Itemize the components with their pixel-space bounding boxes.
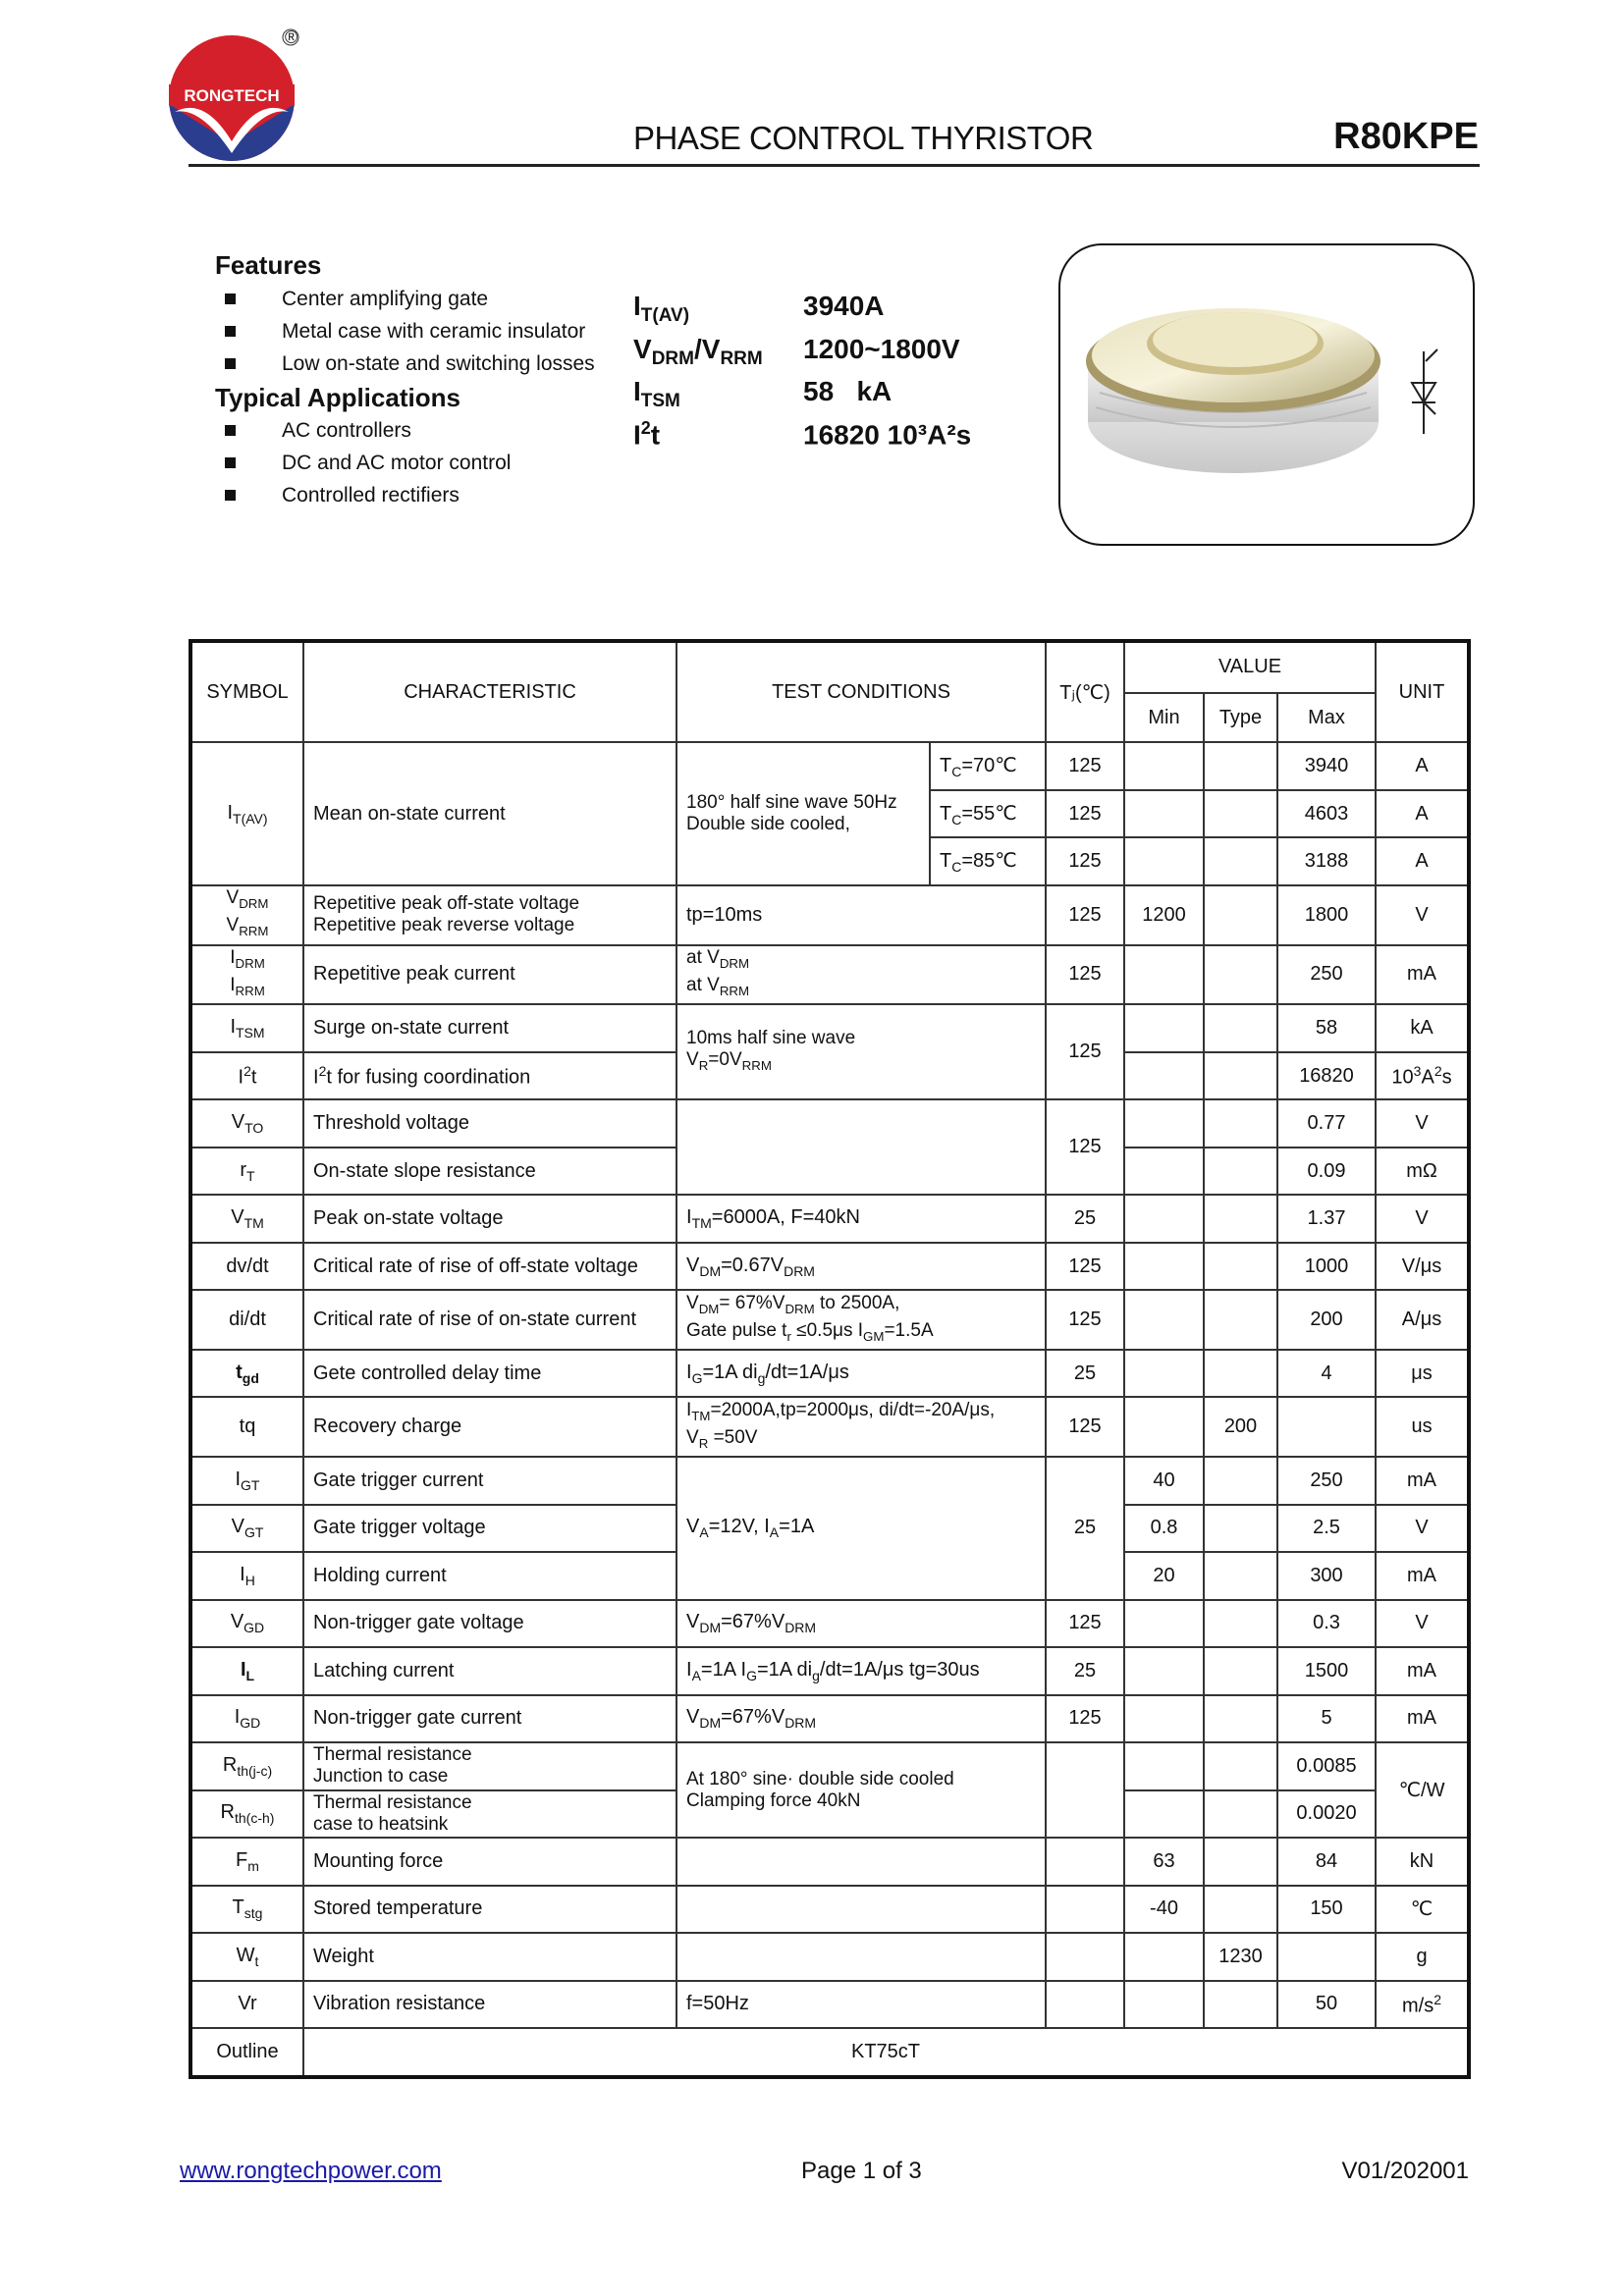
unit: A <box>1376 837 1469 885</box>
unit: ℃/W <box>1376 1742 1469 1838</box>
table-row <box>190 1397 1469 1457</box>
table-row <box>190 1600 1469 1648</box>
unit: A <box>1376 742 1469 790</box>
characteristic: Mean on-state current <box>303 742 676 885</box>
max-value: 300 <box>1277 1552 1376 1600</box>
symbol-tstg: $T_{stg}$ <box>190 1886 303 1934</box>
header-test-conditions: TEST CONDITIONS <box>676 641 1046 742</box>
unit: mA <box>1376 945 1469 1005</box>
max-value: 58 <box>1277 1004 1376 1052</box>
unit: V/μs <box>1376 1243 1469 1291</box>
svg-text:RONGTECH: RONGTECH <box>184 86 280 105</box>
tj-value: 125 <box>1046 885 1124 945</box>
table-row <box>190 742 1469 790</box>
test-condition <box>676 1099 1046 1195</box>
symbol-il: $I_L$ <box>190 1647 303 1695</box>
unit: μs <box>1376 1350 1469 1398</box>
symbol-rthjc: $R_{th(j-c)}$ <box>190 1742 303 1790</box>
max-value: 16820 <box>1277 1052 1376 1100</box>
characteristic: $I^2t$ for fusing coordination <box>303 1052 676 1100</box>
unit: $m/s^2$ <box>1376 1981 1469 2029</box>
table-row <box>190 1981 1469 2029</box>
characteristic: Weight <box>303 1933 676 1981</box>
characteristic: Critical rate of rise of off-state voltage <box>303 1243 676 1291</box>
outline-value: KT75cT <box>303 2028 1469 2077</box>
max-value: 150 <box>1277 1886 1376 1934</box>
max-value: 0.77 <box>1277 1099 1376 1148</box>
case-temp: $T_C=70℃$ <box>930 742 1046 790</box>
symbol-igd: $I_{GD}$ <box>190 1695 303 1743</box>
characteristic: Surge on-state current <box>303 1004 676 1052</box>
unit: g <box>1376 1933 1469 1981</box>
table-row <box>190 1933 1469 1981</box>
table-row <box>190 1195 1469 1243</box>
tj-value: 25 <box>1046 1647 1124 1695</box>
test-condition: $V_A=12V$, $I_A=1A$ <box>676 1457 1046 1600</box>
characteristic: Repetitive peak current <box>303 945 676 1005</box>
symbol-vto: $V_{TO}$ <box>190 1099 303 1148</box>
symbol-i2t: $I^2t$ <box>190 1052 303 1100</box>
case-temp: $T_C=55℃$ <box>930 790 1046 838</box>
min-value: 20 <box>1124 1552 1204 1600</box>
test-condition: $I_{TM}=2000A,tp=2000\mu s$, di/dt=-20A/μs, $V_R =50V$ <box>676 1397 1046 1457</box>
thyristor-image <box>1060 245 1473 544</box>
features-heading: Features <box>215 250 322 280</box>
spec-i2t: $I^2t$ 16820 10³A²s <box>633 418 972 451</box>
header-symbol: SYMBOL <box>190 641 303 742</box>
characteristic: Non-trigger gate voltage <box>303 1600 676 1648</box>
unit: $10^3A^2s$ <box>1376 1052 1469 1100</box>
characteristic: Thermal resistance case to heatsink <box>303 1790 676 1839</box>
unit: V <box>1376 1099 1469 1148</box>
list-item: Low on-state and switching losses <box>221 347 595 380</box>
characteristic: Non-trigger gate current <box>303 1695 676 1743</box>
table-row <box>190 1457 1469 1505</box>
header-value: VALUE <box>1124 641 1376 693</box>
symbol-dvdt: dv/dt <box>190 1243 303 1291</box>
symbol-vr: Vr <box>190 1981 303 2029</box>
characteristic: On-state slope resistance <box>303 1148 676 1196</box>
document-title: PHASE CONTROL THYRISTOR <box>633 120 1094 156</box>
max-value: 1800 <box>1277 885 1376 945</box>
test-condition: 10ms half sine wave $V_R=0V_{RRM}$ <box>676 1004 1046 1099</box>
table-row <box>190 1004 1469 1052</box>
min-value: 1200 <box>1124 885 1204 945</box>
unit: A <box>1376 790 1469 838</box>
list-item: AC controllers <box>221 414 511 447</box>
table-row <box>190 1099 1469 1148</box>
max-value: 250 <box>1277 1457 1376 1505</box>
characteristic: Mounting force <box>303 1838 676 1886</box>
characteristic: Latching current <box>303 1647 676 1695</box>
spec-itav: $I_{T(AV)}$ 3940A <box>633 291 885 326</box>
test-condition: f=50Hz <box>676 1981 1046 2029</box>
tj-value: 25 <box>1046 1195 1124 1243</box>
test-condition: $I_{TM}=6000A$, F=40kN <box>676 1195 1046 1243</box>
applications-list <box>221 414 511 511</box>
symbol-wt: $W_t$ <box>190 1933 303 1981</box>
tj-value: 125 <box>1046 945 1124 1005</box>
table-row <box>190 1290 1469 1350</box>
registered-mark: ® <box>285 27 298 47</box>
tj-value: 125 <box>1046 1099 1124 1195</box>
tj-value: 125 <box>1046 790 1124 838</box>
product-photo-frame <box>1058 243 1475 546</box>
test-condition: 180° half sine wave 50Hz Double side cooled, <box>676 742 930 885</box>
characteristic: Repetitive peak off-state voltage Repetitive peak reverse voltage <box>303 885 676 945</box>
header-max: Max <box>1277 693 1376 743</box>
symbol-rthch: $R_{th(c-h)}$ <box>190 1790 303 1839</box>
tj-value: 125 <box>1046 1243 1124 1291</box>
unit: mA <box>1376 1457 1469 1505</box>
header-tj: Tⱼ(℃) <box>1046 641 1124 742</box>
test-condition: at $V_{DRM}$ at $V_{RRM}$ <box>676 945 1046 1005</box>
min-value: 63 <box>1124 1838 1204 1886</box>
table-row <box>190 1742 1469 1790</box>
symbol-igt: $I_{GT}$ <box>190 1457 303 1505</box>
min-value: 0.8 <box>1124 1505 1204 1553</box>
characteristic: Peak on-state voltage <box>303 1195 676 1243</box>
spec-itsm: $I_{TSM}$ 58 kA <box>633 376 893 411</box>
tj-value <box>1046 1742 1124 1838</box>
tj-value: 125 <box>1046 742 1124 790</box>
unit: V <box>1376 1600 1469 1648</box>
table-row <box>190 1647 1469 1695</box>
test-condition: $I_A=1A$ $I_G=1A$ $di_g/dt=1A/\mu s$ tg=30us <box>676 1647 1046 1695</box>
test-condition: $V_{DM}= 67\%V_{DRM}$ to 2500A, Gate pulse $t_r \le 0.5\mu s$ $I_{GM}=1.5A$ <box>676 1290 1046 1350</box>
max-value: 4603 <box>1277 790 1376 838</box>
test-condition: $V_{DM}=67\%V_{DRM}$ <box>676 1695 1046 1743</box>
list-item: Center amplifying gate <box>221 283 595 315</box>
symbol-itav: $I_{T(AV)}$ <box>190 742 303 885</box>
test-condition: $I_G=1A$ $di_g/dt=1A/\mu s$ <box>676 1350 1046 1398</box>
characteristic: Threshold voltage <box>303 1099 676 1148</box>
unit: V <box>1376 1505 1469 1553</box>
symbol-vgt: $V_{GT}$ <box>190 1505 303 1553</box>
symbol-itsm: $I_{TSM}$ <box>190 1004 303 1052</box>
symbol-ih: $I_H$ <box>190 1552 303 1600</box>
table-row <box>190 2028 1469 2077</box>
test-condition: tp=10ms <box>676 885 1046 945</box>
table-row <box>190 1886 1469 1934</box>
unit: V <box>1376 885 1469 945</box>
max-value: 200 <box>1277 1290 1376 1350</box>
list-item: Metal case with ceramic insulator <box>221 315 595 347</box>
unit: us <box>1376 1397 1469 1457</box>
symbol-tgd: $t_{gd}$ <box>190 1350 303 1398</box>
max-value: 4 <box>1277 1350 1376 1398</box>
symbol-rt: $r_T$ <box>190 1148 303 1196</box>
max-value: 0.3 <box>1277 1600 1376 1648</box>
characteristic: Holding current <box>303 1552 676 1600</box>
table-row <box>190 1243 1469 1291</box>
test-condition: $V_{DM}=0.67V_{DRM}$ <box>676 1243 1046 1291</box>
characteristic: Gate trigger current <box>303 1457 676 1505</box>
test-condition: $V_{DM}=67\%V_{DRM}$ <box>676 1600 1046 1648</box>
applications-heading: Typical Applications <box>215 383 460 412</box>
max-value: 50 <box>1277 1981 1376 2029</box>
unit: kA <box>1376 1004 1469 1052</box>
min-value: 40 <box>1124 1457 1204 1505</box>
max-value: 250 <box>1277 945 1376 1005</box>
tj-value: 25 <box>1046 1457 1124 1600</box>
table-row <box>190 945 1469 1005</box>
max-value: 2.5 <box>1277 1505 1376 1553</box>
page-indicator: Page 1 of 3 <box>801 2158 922 2184</box>
header-divider <box>189 164 1480 167</box>
symbol-vdrm: $V_{DRM}$ $V_{RRM}$ <box>190 885 303 945</box>
characteristic: Critical rate of rise of on-state current <box>303 1290 676 1350</box>
tj-value: 25 <box>1046 1350 1124 1398</box>
unit: V <box>1376 1195 1469 1243</box>
max-value: 3188 <box>1277 837 1376 885</box>
symbol-vgd: $V_{GD}$ <box>190 1600 303 1648</box>
features-list <box>221 283 595 380</box>
rongtech-logo <box>165 27 302 165</box>
symbol-idrm: $I_{DRM}$ $I_{RRM}$ <box>190 945 303 1005</box>
tj-value: 125 <box>1046 1397 1124 1457</box>
header-min: Min <box>1124 693 1204 743</box>
characteristic: Stored temperature <box>303 1886 676 1934</box>
unit: A/μs <box>1376 1290 1469 1350</box>
case-temp: $T_C=85℃$ <box>930 837 1046 885</box>
max-value: 0.09 <box>1277 1148 1376 1196</box>
characteristic: Thermal resistance Junction to case <box>303 1742 676 1790</box>
characteristic: Recovery charge <box>303 1397 676 1457</box>
website-link[interactable]: www.rongtechpower.com <box>180 2158 442 2184</box>
type-value: 200 <box>1204 1397 1277 1457</box>
table-row <box>190 1350 1469 1398</box>
tj-value: 125 <box>1046 1600 1124 1648</box>
test-condition: At 180° sine· double side cooled Clamping force 40kN <box>676 1742 1046 1838</box>
max-value: 1000 <box>1277 1243 1376 1291</box>
symbol-vtm: $V_{TM}$ <box>190 1195 303 1243</box>
max-value: 0.0020 <box>1277 1790 1376 1839</box>
type-value: 1230 <box>1204 1933 1277 1981</box>
characteristic: Gete controlled delay time <box>303 1350 676 1398</box>
outline-label: Outline <box>190 2028 303 2077</box>
unit: mA <box>1376 1647 1469 1695</box>
header-type: Type <box>1204 693 1277 743</box>
characteristic: Gate trigger voltage <box>303 1505 676 1553</box>
max-value: 1.37 <box>1277 1195 1376 1243</box>
list-item: Controlled rectifiers <box>221 479 511 511</box>
unit: mA <box>1376 1695 1469 1743</box>
header-unit: UNIT <box>1376 641 1469 742</box>
spec-table <box>189 639 1471 2079</box>
tj-value: 125 <box>1046 1290 1124 1350</box>
table-row <box>190 1838 1469 1886</box>
max-value: 84 <box>1277 1838 1376 1886</box>
unit: ℃ <box>1376 1886 1469 1934</box>
symbol-tq: tq <box>190 1397 303 1457</box>
unit: kN <box>1376 1838 1469 1886</box>
tj-value: 125 <box>1046 1004 1124 1099</box>
symbol-fm: $F_m$ <box>190 1838 303 1886</box>
list-item: DC and AC motor control <box>221 447 511 479</box>
version-label: V01/202001 <box>1341 2158 1469 2184</box>
max-value: 0.0085 <box>1277 1742 1376 1790</box>
header-characteristic: CHARACTERISTIC <box>303 641 676 742</box>
characteristic: Vibration resistance <box>303 1981 676 2029</box>
table-row <box>190 885 1469 945</box>
tj-value: 125 <box>1046 1695 1124 1743</box>
min-value: -40 <box>1124 1886 1204 1934</box>
unit: mΩ <box>1376 1148 1469 1196</box>
max-value: 3940 <box>1277 742 1376 790</box>
symbol-didt: di/dt <box>190 1290 303 1350</box>
spec-vdrm: $V_{DRM}/V_{RRM}$ 1200~1800V <box>633 334 960 369</box>
max-value: 5 <box>1277 1695 1376 1743</box>
table-row <box>190 1695 1469 1743</box>
tj-value: 125 <box>1046 837 1124 885</box>
part-number: R80KPE <box>1333 116 1479 157</box>
unit: mA <box>1376 1552 1469 1600</box>
max-value: 1500 <box>1277 1647 1376 1695</box>
